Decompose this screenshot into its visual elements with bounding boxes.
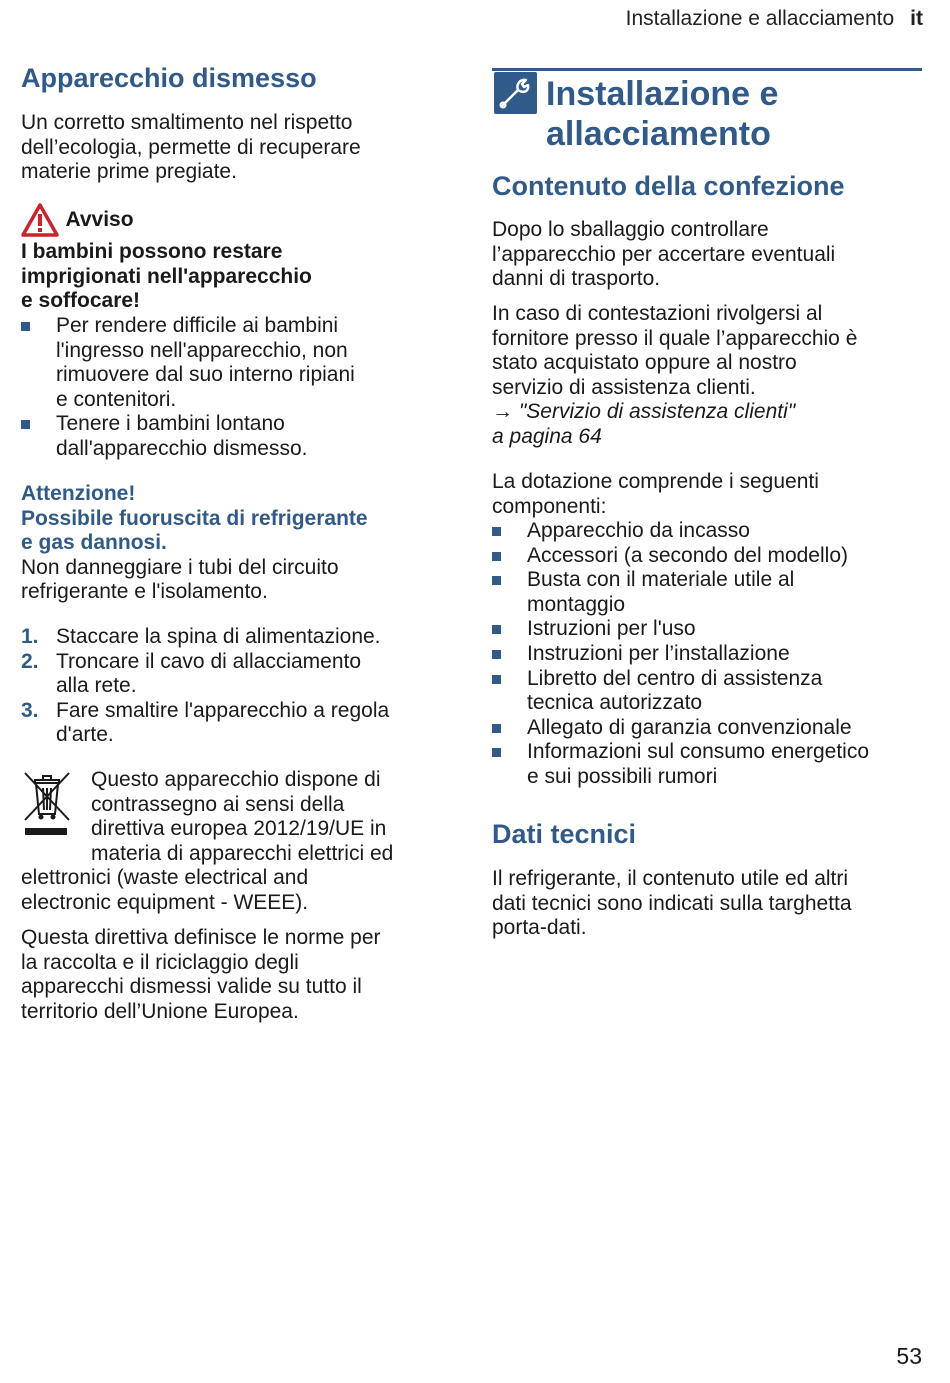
text-line: e sui possibili rumori — [527, 764, 718, 788]
text-line: Possibile fuoruscita di refrigerante — [21, 506, 368, 530]
contents-p3 — [492, 470, 819, 519]
text-line: Allegato di garanzia convenzionale — [527, 715, 852, 739]
text-line: montaggio — [527, 592, 626, 616]
text-line: fornitore presso il quale l’apparecchio è — [492, 326, 858, 350]
text-line: materie prime pregiate. — [21, 160, 237, 184]
text-line: alla rete. — [56, 674, 137, 698]
text-line: dati tecnici sono indicati sulla targhetta — [492, 891, 852, 915]
caution-title: Attenzione! — [21, 482, 136, 505]
weee-bin-icon — [22, 770, 72, 838]
text-line: l’apparecchio per accertare eventuali — [492, 242, 836, 266]
text-line: apparecchi dismessi valide su tutto il — [21, 975, 362, 999]
cross-reference[interactable] — [492, 400, 857, 425]
list-item — [492, 642, 932, 667]
chapter-title-rule — [492, 68, 922, 71]
text-line: Un corretto smaltimento nel rispetto — [21, 111, 353, 134]
list-item — [492, 716, 932, 741]
text-line: Busta con il materiale utile al — [527, 568, 795, 592]
arrow-icon: → — [492, 400, 513, 424]
steps-list — [21, 625, 451, 748]
text-line: Il refrigerante, il contenuto utile ed altri — [492, 867, 849, 890]
text-line: contrassegno ai sensi della — [91, 792, 345, 816]
text-line: direttiva europea 2012/19/UE in — [91, 817, 387, 841]
list-item — [492, 667, 932, 716]
xref-text: "Servizio di assistenza clienti" — [518, 400, 796, 424]
text-line: d'arte. — [56, 723, 114, 747]
text-line: Apparecchio da incasso — [527, 519, 750, 542]
running-header — [626, 7, 923, 31]
section-title-contents: Contenuto della confezione — [492, 171, 845, 201]
text-line: servizio di assistenza clienti. — [492, 375, 756, 399]
text-line: e contenitori. — [56, 387, 177, 411]
text-line: componenti: — [492, 494, 607, 518]
disposal-intro — [21, 111, 361, 185]
text-line: Questo apparecchio dispone di — [91, 768, 381, 791]
page-number: 53 — [896, 1343, 922, 1369]
text-line: electronic equipment - WEEE). — [21, 890, 309, 914]
weee-text-top — [91, 768, 393, 866]
step-number: 1. — [21, 625, 39, 648]
text-line: Staccare la spina di alimentazione. — [56, 625, 381, 648]
text-line: porta-dati. — [492, 916, 587, 940]
text-line: Fare smaltire l'apparecchio a regola — [56, 698, 390, 722]
text-line: dell’ecologia, permette di recuperare — [21, 135, 361, 159]
text-line: Informazioni sul consumo energetico — [527, 740, 870, 764]
list-item — [492, 519, 932, 544]
list-item — [492, 617, 932, 642]
text-line: La dotazione comprende i seguenti — [492, 470, 819, 493]
text-line: Dopo lo sballaggio controllare — [492, 218, 769, 241]
text-line: I bambini possono restare — [21, 240, 283, 263]
caution-block — [21, 482, 368, 605]
list-item — [492, 544, 932, 569]
text-line: l'ingresso nell'apparecchio, non — [56, 338, 348, 362]
list-item — [21, 314, 451, 412]
text-line: Libretto del centro di assistenza — [527, 666, 823, 690]
text-line: e soffocare! — [21, 289, 141, 313]
step-item — [21, 650, 451, 699]
text-line: materia di apparecchi elettrici ed — [91, 841, 394, 865]
step-item — [21, 625, 451, 650]
text-line: allacciamento — [546, 115, 771, 153]
chapter-title — [546, 74, 778, 154]
warning-heading — [21, 240, 312, 314]
warning-list — [21, 314, 451, 462]
text-line: Questa direttiva definisce le norme per — [21, 926, 381, 949]
list-item — [492, 740, 932, 789]
text-line: Troncare il cavo di allacciamento — [56, 649, 362, 673]
text-line: rimuovere dal suo interno ripiani — [56, 363, 355, 387]
header-section: Installazione e allacciamento — [625, 7, 895, 30]
text-line: e gas dannosi. — [21, 531, 167, 555]
text-line: Instruzioni per l’installazione — [527, 641, 790, 665]
list-item — [492, 568, 932, 617]
contents-p1 — [492, 218, 835, 292]
text-line: la raccolta e il riciclaggio degli — [21, 950, 299, 974]
header-lang: it — [910, 7, 923, 30]
section-title-tech: Dati tecnici — [492, 819, 637, 849]
warning-label: Avviso — [65, 208, 134, 231]
xref-page: a pagina 64 — [492, 424, 602, 448]
text-line: danni di trasporto. — [492, 267, 661, 291]
tech-paragraph — [492, 867, 852, 941]
text-line: stato acquistato oppure al nostro — [492, 351, 797, 375]
text-line: elettronici (waste electrical and — [21, 866, 309, 889]
text-line: imprigionati nell'apparecchio — [21, 264, 312, 288]
text-line: refrigerante e l'isolamento. — [21, 580, 268, 604]
directive-paragraph — [21, 926, 381, 1024]
section-title-disposal: Apparecchio dismesso — [21, 63, 317, 93]
text-line: Accessori (a secondo del modello) — [527, 543, 848, 567]
text-line: Installazione e — [546, 75, 779, 113]
warning-label-row — [21, 203, 134, 237]
step-number: 3. — [21, 698, 39, 722]
text-line: In caso di contestazioni rivolgersi al — [492, 302, 823, 325]
text-line: territorio dell’Unione Europea. — [21, 999, 299, 1023]
step-number: 2. — [21, 649, 39, 673]
weee-text-bottom — [21, 866, 308, 915]
contents-list — [492, 519, 932, 790]
text-line: Non danneggiare i tubi del circuito — [21, 555, 339, 579]
warning-triangle-icon — [21, 203, 59, 237]
text-line: Tenere i bambini lontano — [56, 412, 285, 436]
text-line: Istruzioni per l'uso — [527, 617, 696, 641]
text-line: dall'apparecchio dismesso. — [56, 436, 308, 460]
text-line: Per rendere difficile ai bambini — [56, 314, 339, 337]
contents-p2 — [492, 302, 857, 450]
wrench-icon — [494, 72, 537, 114]
text-line: tecnica autorizzato — [527, 691, 703, 715]
step-item — [21, 699, 451, 748]
list-item — [21, 412, 451, 461]
